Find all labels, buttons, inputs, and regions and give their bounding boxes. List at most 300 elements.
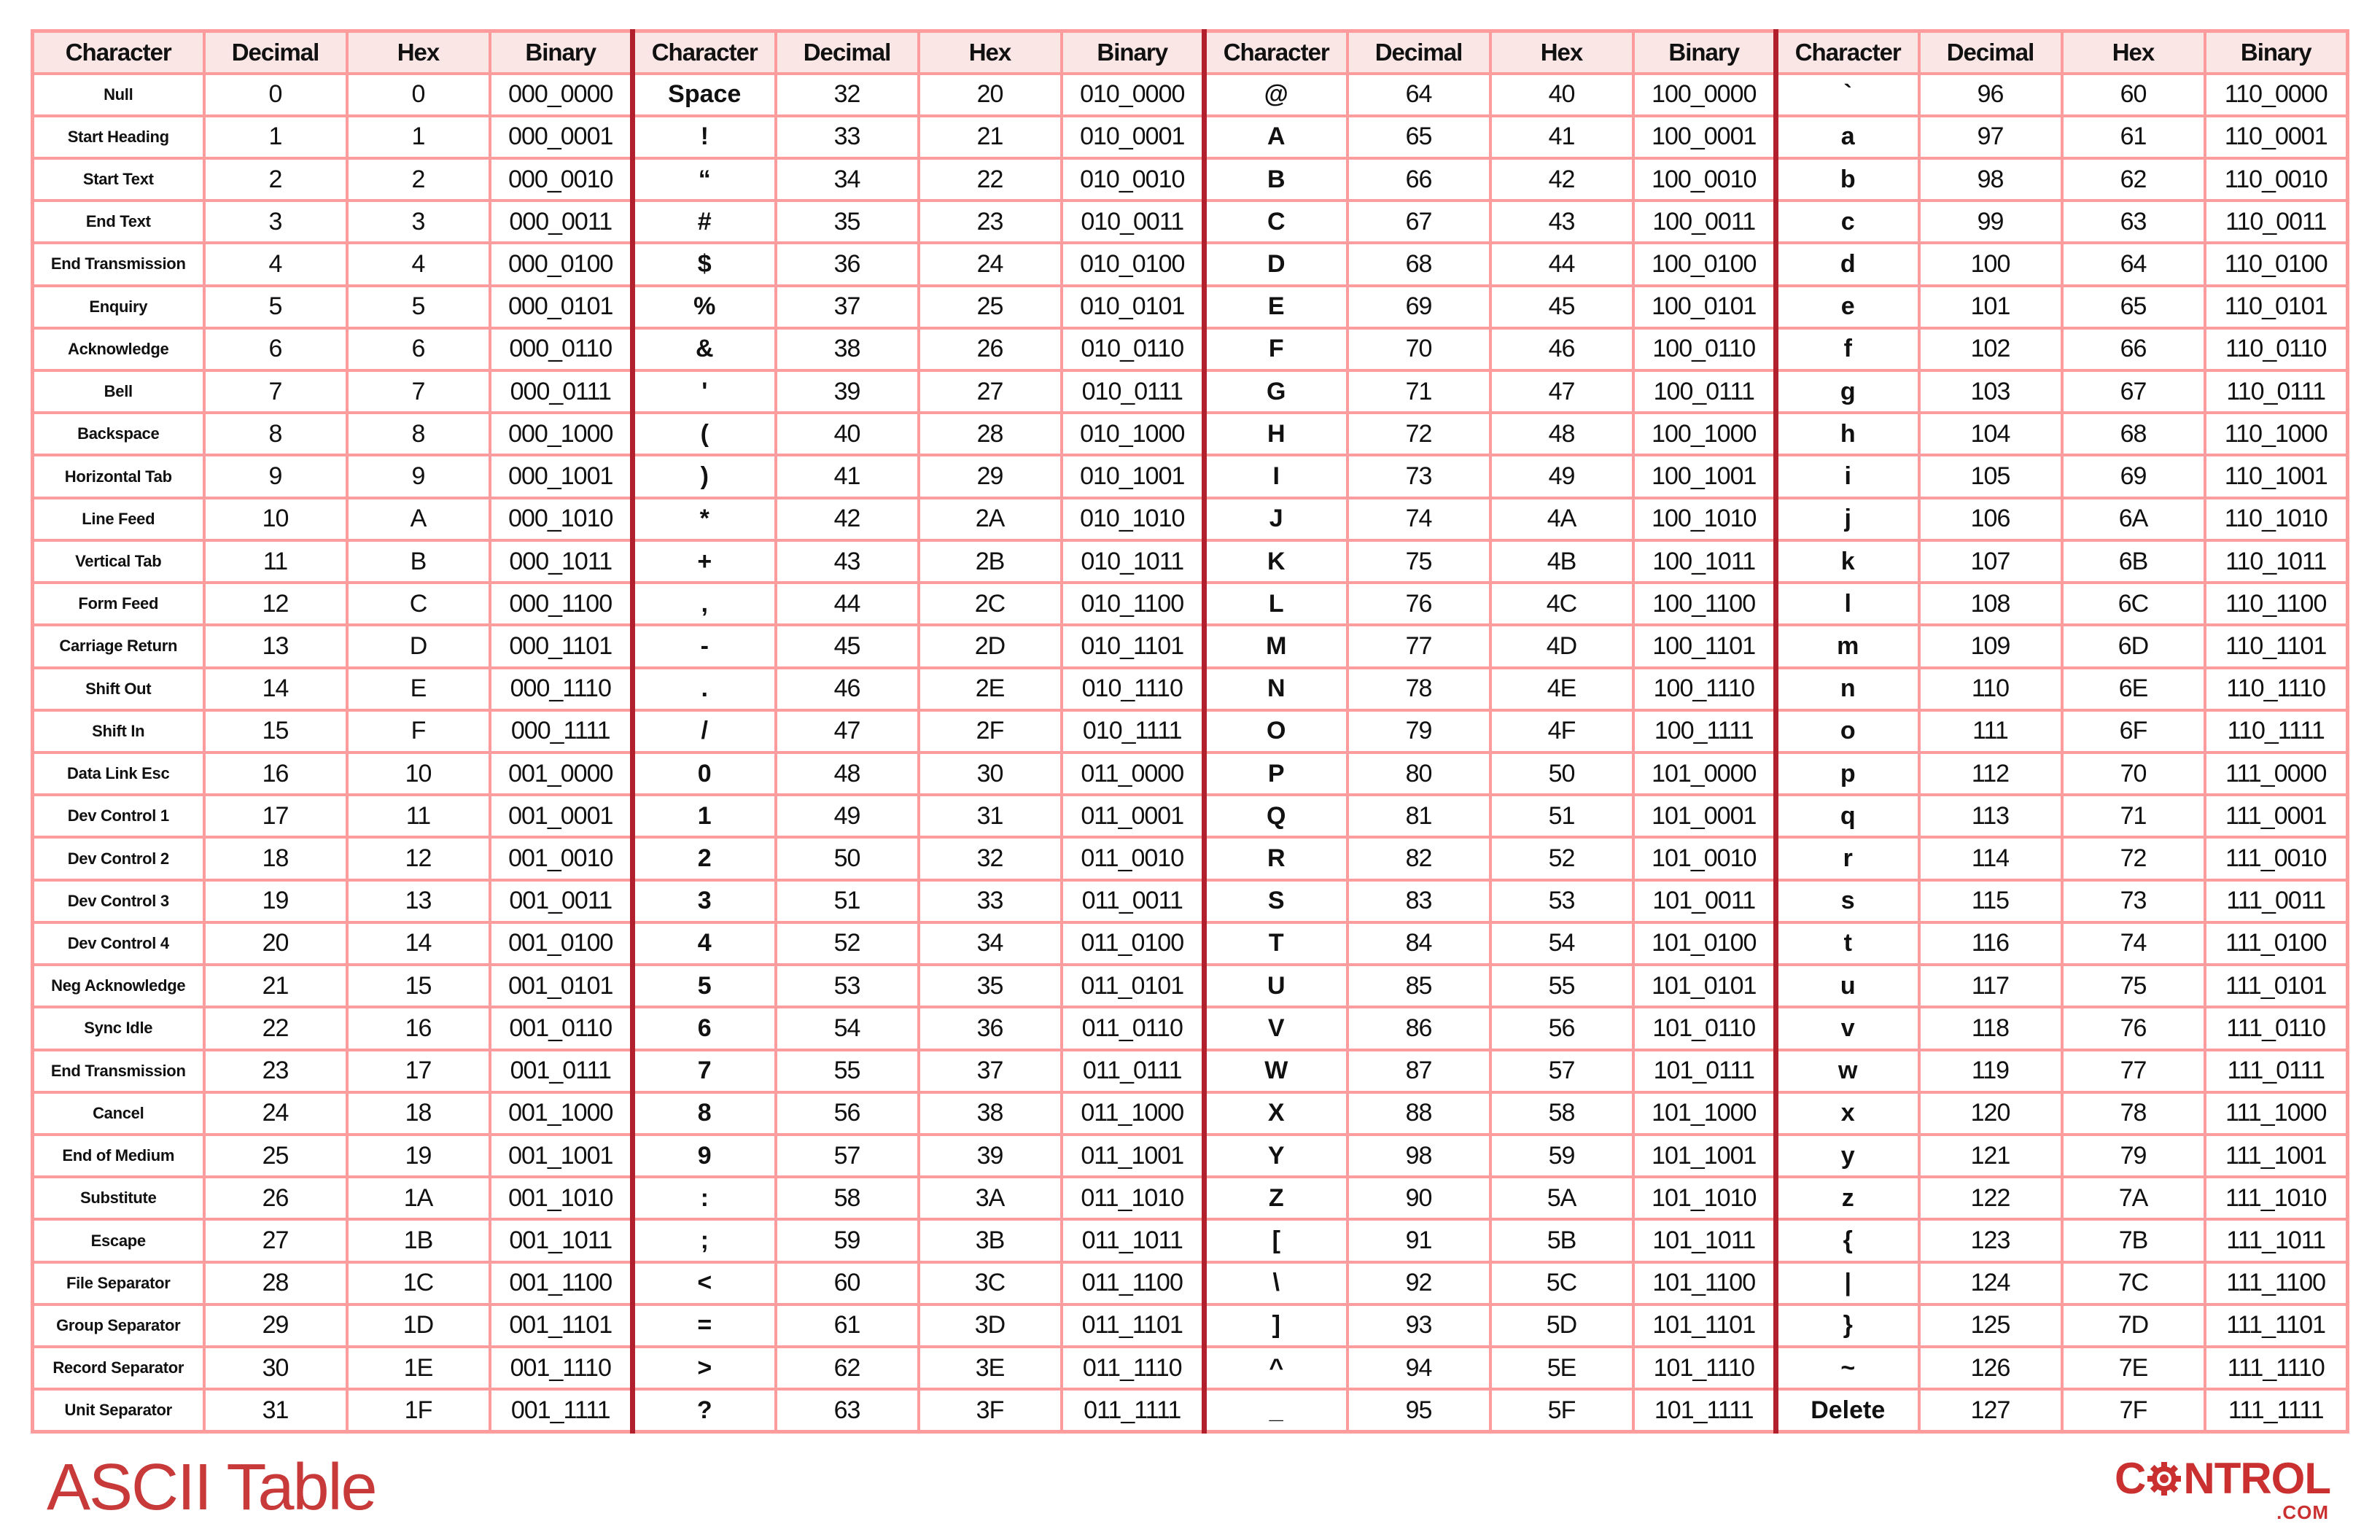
- table-row: [33, 1389, 2348, 1431]
- hex-cell: 7: [347, 370, 490, 413]
- table-row: [33, 1050, 2348, 1092]
- binary-cell: 111_0010: [2205, 837, 2348, 879]
- character-cell: S: [1205, 880, 1348, 922]
- decimal-cell: 58: [776, 1177, 919, 1219]
- character-cell: ,: [633, 583, 776, 625]
- control-char-name: Form Feed: [33, 583, 204, 625]
- character-cell: q: [1776, 795, 1919, 837]
- control-char-name: Enquiry: [33, 286, 204, 328]
- hex-cell: 18: [347, 1092, 490, 1135]
- decimal-cell: 51: [776, 880, 919, 922]
- character-cell: =: [633, 1304, 776, 1347]
- character-cell: A: [1205, 116, 1348, 158]
- table-row: [33, 1007, 2348, 1049]
- decimal-cell: 20: [204, 922, 347, 965]
- binary-cell: 110_1110: [2205, 668, 2348, 710]
- character-cell: 9: [633, 1135, 776, 1177]
- binary-cell: 100_0001: [1633, 116, 1776, 158]
- decimal-cell: 16: [204, 752, 347, 795]
- binary-cell: 100_1110: [1633, 668, 1776, 710]
- binary-cell: 110_0111: [2205, 370, 2348, 413]
- binary-cell: 110_0011: [2205, 201, 2348, 243]
- hex-cell: 31: [919, 795, 1062, 837]
- decimal-cell: 76: [1348, 583, 1490, 625]
- table-row: [33, 922, 2348, 965]
- decimal-cell: 97: [1919, 116, 2062, 158]
- character-cell: N: [1205, 668, 1348, 710]
- decimal-cell: 119: [1919, 1050, 2062, 1092]
- hex-cell: 35: [919, 965, 1062, 1007]
- hex-cell: 1D: [347, 1304, 490, 1347]
- table-row: [33, 328, 2348, 370]
- hex-cell: 29: [919, 455, 1062, 497]
- hex-cell: 51: [1490, 795, 1633, 837]
- control-char-name: Line Feed: [33, 498, 204, 540]
- character-cell: 4: [633, 922, 776, 965]
- decimal-cell: 111: [1919, 710, 2062, 752]
- decimal-cell: 17: [204, 795, 347, 837]
- character-cell: s: [1776, 880, 1919, 922]
- decimal-cell: 55: [776, 1050, 919, 1092]
- binary-cell: 011_0010: [1062, 837, 1205, 879]
- decimal-cell: 6: [204, 328, 347, 370]
- hex-cell: 3B: [919, 1219, 1062, 1261]
- hex-cell: 14: [347, 922, 490, 965]
- column-header-binary: Binary: [1062, 31, 1205, 74]
- decimal-cell: 3: [204, 201, 347, 243]
- binary-cell: 001_0111: [490, 1050, 633, 1092]
- character-cell: Q: [1205, 795, 1348, 837]
- character-cell: o: [1776, 710, 1919, 752]
- hex-cell: 15: [347, 965, 490, 1007]
- decimal-cell: 126: [1919, 1347, 2062, 1389]
- binary-cell: 001_1110: [490, 1347, 633, 1389]
- binary-cell: 100_0010: [1633, 158, 1776, 201]
- character-cell: 6: [633, 1007, 776, 1049]
- binary-cell: 001_1111: [490, 1389, 633, 1431]
- decimal-cell: 7: [204, 370, 347, 413]
- binary-cell: 010_1101: [1062, 625, 1205, 667]
- binary-cell: 011_1001: [1062, 1135, 1205, 1177]
- decimal-cell: 124: [1919, 1262, 2062, 1304]
- hex-cell: 49: [1490, 455, 1633, 497]
- binary-cell: 000_0000: [490, 74, 633, 116]
- hex-cell: 67: [2062, 370, 2205, 413]
- character-cell: k: [1776, 540, 1919, 583]
- gear-icon: [2146, 1461, 2182, 1497]
- binary-cell: 010_1111: [1062, 710, 1205, 752]
- decimal-cell: 39: [776, 370, 919, 413]
- binary-cell: 101_1011: [1633, 1219, 1776, 1261]
- hex-cell: 44: [1490, 243, 1633, 285]
- character-cell: h: [1776, 413, 1919, 455]
- binary-cell: 101_0100: [1633, 922, 1776, 965]
- character-cell: I: [1205, 455, 1348, 497]
- decimal-cell: 91: [1348, 1219, 1490, 1261]
- hex-cell: 24: [919, 243, 1062, 285]
- binary-cell: 000_1101: [490, 625, 633, 667]
- binary-cell: 110_1010: [2205, 498, 2348, 540]
- binary-cell: 011_1000: [1062, 1092, 1205, 1135]
- decimal-cell: 13: [204, 625, 347, 667]
- decimal-cell: 5: [204, 286, 347, 328]
- hex-cell: 1A: [347, 1177, 490, 1219]
- hex-cell: 16: [347, 1007, 490, 1049]
- binary-cell: 010_1100: [1062, 583, 1205, 625]
- hex-cell: 5C: [1490, 1262, 1633, 1304]
- binary-cell: 011_1111: [1062, 1389, 1205, 1431]
- character-cell: F: [1205, 328, 1348, 370]
- character-cell: |: [1776, 1262, 1919, 1304]
- binary-cell: 000_1111: [490, 710, 633, 752]
- character-cell: E: [1205, 286, 1348, 328]
- character-cell: H: [1205, 413, 1348, 455]
- binary-cell: 100_1111: [1633, 710, 1776, 752]
- character-cell: Y: [1205, 1135, 1348, 1177]
- table-row: [33, 795, 2348, 837]
- decimal-cell: 101: [1919, 286, 2062, 328]
- hex-cell: 7E: [2062, 1347, 2205, 1389]
- character-cell: L: [1205, 583, 1348, 625]
- binary-cell: 000_1010: [490, 498, 633, 540]
- hex-cell: 38: [919, 1092, 1062, 1135]
- binary-cell: 101_1010: [1633, 1177, 1776, 1219]
- decimal-cell: 102: [1919, 328, 2062, 370]
- control-char-name: Sync Idle: [33, 1007, 204, 1049]
- decimal-cell: 74: [1348, 498, 1490, 540]
- binary-cell: 111_1000: [2205, 1092, 2348, 1135]
- binary-cell: 010_0110: [1062, 328, 1205, 370]
- binary-cell: 011_0011: [1062, 880, 1205, 922]
- decimal-cell: 15: [204, 710, 347, 752]
- logo-letters-ntrol: NTROL: [2183, 1454, 2330, 1503]
- column-header-binary: Binary: [490, 31, 633, 74]
- decimal-cell: 116: [1919, 922, 2062, 965]
- decimal-cell: 82: [1348, 837, 1490, 879]
- character-cell: K: [1205, 540, 1348, 583]
- binary-cell: 111_0101: [2205, 965, 2348, 1007]
- decimal-cell: 64: [1348, 74, 1490, 116]
- hex-cell: 59: [1490, 1135, 1633, 1177]
- hex-cell: C: [347, 583, 490, 625]
- decimal-cell: 47: [776, 710, 919, 752]
- hex-cell: 6: [347, 328, 490, 370]
- decimal-cell: 62: [776, 1347, 919, 1389]
- character-cell: ): [633, 455, 776, 497]
- hex-cell: 40: [1490, 74, 1633, 116]
- character-cell: -: [633, 625, 776, 667]
- character-cell: g: [1776, 370, 1919, 413]
- hex-cell: 2B: [919, 540, 1062, 583]
- binary-cell: 110_0101: [2205, 286, 2348, 328]
- hex-cell: 17: [347, 1050, 490, 1092]
- character-cell: f: [1776, 328, 1919, 370]
- hex-cell: 56: [1490, 1007, 1633, 1049]
- hex-cell: 1E: [347, 1347, 490, 1389]
- character-cell: j: [1776, 498, 1919, 540]
- character-cell: v: [1776, 1007, 1919, 1049]
- control-char-name: Dev Control 4: [33, 922, 204, 965]
- binary-cell: 110_1001: [2205, 455, 2348, 497]
- binary-cell: 000_0111: [490, 370, 633, 413]
- character-cell: r: [1776, 837, 1919, 879]
- decimal-cell: 22: [204, 1007, 347, 1049]
- hex-cell: 6C: [2062, 583, 2205, 625]
- hex-cell: 27: [919, 370, 1062, 413]
- decimal-cell: 65: [1348, 116, 1490, 158]
- control-char-name: Substitute: [33, 1177, 204, 1219]
- column-header-binary: Binary: [2205, 31, 2348, 74]
- hex-cell: 34: [919, 922, 1062, 965]
- binary-cell: 011_0100: [1062, 922, 1205, 965]
- hex-cell: 25: [919, 286, 1062, 328]
- binary-cell: 100_0011: [1633, 201, 1776, 243]
- binary-cell: 101_1000: [1633, 1092, 1776, 1135]
- table-row: [33, 158, 2348, 201]
- character-cell: e: [1776, 286, 1919, 328]
- hex-cell: 2: [347, 158, 490, 201]
- hex-cell: 4A: [1490, 498, 1633, 540]
- binary-cell: 011_1010: [1062, 1177, 1205, 1219]
- binary-cell: 000_0010: [490, 158, 633, 201]
- hex-cell: 23: [919, 201, 1062, 243]
- hex-cell: 75: [2062, 965, 2205, 1007]
- binary-cell: 000_0110: [490, 328, 633, 370]
- control-char-name: Start Heading: [33, 116, 204, 158]
- binary-cell: 111_1010: [2205, 1177, 2348, 1219]
- character-cell: #: [633, 201, 776, 243]
- decimal-cell: 0: [204, 74, 347, 116]
- hex-cell: 4F: [1490, 710, 1633, 752]
- control-char-name: Record Separator: [33, 1347, 204, 1389]
- character-cell: W: [1205, 1050, 1348, 1092]
- table-row: [33, 413, 2348, 455]
- decimal-cell: 49: [776, 795, 919, 837]
- binary-cell: 000_1000: [490, 413, 633, 455]
- binary-cell: 000_0001: [490, 116, 633, 158]
- decimal-cell: 4: [204, 243, 347, 285]
- hex-cell: 61: [2062, 116, 2205, 158]
- decimal-cell: 100: [1919, 243, 2062, 285]
- binary-cell: 001_1100: [490, 1262, 633, 1304]
- binary-cell: 010_0111: [1062, 370, 1205, 413]
- decimal-cell: 127: [1919, 1389, 2062, 1431]
- decimal-cell: 86: [1348, 1007, 1490, 1049]
- character-cell: <: [633, 1262, 776, 1304]
- decimal-cell: 84: [1348, 922, 1490, 965]
- decimal-cell: 118: [1919, 1007, 2062, 1049]
- hex-cell: 6A: [2062, 498, 2205, 540]
- decimal-cell: 117: [1919, 965, 2062, 1007]
- decimal-cell: 12: [204, 583, 347, 625]
- decimal-cell: 104: [1919, 413, 2062, 455]
- binary-cell: 100_1001: [1633, 455, 1776, 497]
- binary-cell: 010_0101: [1062, 286, 1205, 328]
- control-char-name: Dev Control 1: [33, 795, 204, 837]
- decimal-cell: 98: [1919, 158, 2062, 201]
- binary-cell: 100_0100: [1633, 243, 1776, 285]
- control-char-name: Unit Separator: [33, 1389, 204, 1431]
- column-header-character: Character: [1776, 31, 1919, 74]
- hex-cell: 64: [2062, 243, 2205, 285]
- decimal-cell: 48: [776, 752, 919, 795]
- hex-cell: 6E: [2062, 668, 2205, 710]
- table-row: [33, 625, 2348, 667]
- decimal-cell: 43: [776, 540, 919, 583]
- column-header-hex: Hex: [2062, 31, 2205, 74]
- hex-cell: 7A: [2062, 1177, 2205, 1219]
- decimal-cell: 24: [204, 1092, 347, 1135]
- character-cell: 0: [633, 752, 776, 795]
- hex-cell: 6B: [2062, 540, 2205, 583]
- control-char-name: Backspace: [33, 413, 204, 455]
- header-row: [33, 31, 2348, 74]
- binary-cell: 011_0111: [1062, 1050, 1205, 1092]
- hex-cell: 4D: [1490, 625, 1633, 667]
- hex-cell: 66: [2062, 328, 2205, 370]
- hex-cell: 2C: [919, 583, 1062, 625]
- binary-cell: 101_0101: [1633, 965, 1776, 1007]
- hex-cell: 22: [919, 158, 1062, 201]
- decimal-cell: 95: [1348, 1389, 1490, 1431]
- hex-cell: 2F: [919, 710, 1062, 752]
- binary-cell: 001_0001: [490, 795, 633, 837]
- binary-cell: 011_1101: [1062, 1304, 1205, 1347]
- control-char-name: Carriage Return: [33, 625, 204, 667]
- binary-cell: 111_1101: [2205, 1304, 2348, 1347]
- decimal-cell: 87: [1348, 1050, 1490, 1092]
- hex-cell: 3C: [919, 1262, 1062, 1304]
- character-cell: “: [633, 158, 776, 201]
- binary-cell: 111_0100: [2205, 922, 2348, 965]
- character-cell: +: [633, 540, 776, 583]
- binary-cell: 011_1110: [1062, 1347, 1205, 1389]
- binary-cell: 011_1100: [1062, 1262, 1205, 1304]
- binary-cell: 001_1010: [490, 1177, 633, 1219]
- character-cell: ?: [633, 1389, 776, 1431]
- decimal-cell: 90: [1348, 1177, 1490, 1219]
- hex-cell: 70: [2062, 752, 2205, 795]
- binary-cell: 001_1011: [490, 1219, 633, 1261]
- hex-cell: 7F: [2062, 1389, 2205, 1431]
- decimal-cell: 11: [204, 540, 347, 583]
- decimal-cell: 81: [1348, 795, 1490, 837]
- control-char-name: Neg Acknowledge: [33, 965, 204, 1007]
- decimal-cell: 114: [1919, 837, 2062, 879]
- hex-cell: 3: [347, 201, 490, 243]
- decimal-cell: 93: [1348, 1304, 1490, 1347]
- control-char-name: Shift In: [33, 710, 204, 752]
- binary-cell: 011_0001: [1062, 795, 1205, 837]
- character-cell: T: [1205, 922, 1348, 965]
- binary-cell: 100_0110: [1633, 328, 1776, 370]
- ascii-table: [31, 29, 2349, 1434]
- column-header-decimal: Decimal: [776, 31, 919, 74]
- binary-cell: 001_1001: [490, 1135, 633, 1177]
- decimal-cell: 75: [1348, 540, 1490, 583]
- decimal-cell: 113: [1919, 795, 2062, 837]
- hex-cell: E: [347, 668, 490, 710]
- character-cell: ': [633, 370, 776, 413]
- table-row: [33, 1304, 2348, 1347]
- binary-cell: 111_1100: [2205, 1262, 2348, 1304]
- binary-cell: 111_0111: [2205, 1050, 2348, 1092]
- table-row: [33, 74, 2348, 116]
- binary-cell: 101_0011: [1633, 880, 1776, 922]
- control-com-logo: [2112, 1454, 2330, 1523]
- hex-cell: 55: [1490, 965, 1633, 1007]
- character-cell: c: [1776, 201, 1919, 243]
- character-cell: Space: [633, 74, 776, 116]
- decimal-cell: 46: [776, 668, 919, 710]
- hex-cell: A: [347, 498, 490, 540]
- hex-cell: 79: [2062, 1135, 2205, 1177]
- binary-cell: 000_1011: [490, 540, 633, 583]
- character-cell: G: [1205, 370, 1348, 413]
- hex-cell: 62: [2062, 158, 2205, 201]
- decimal-cell: 72: [1348, 413, 1490, 455]
- hex-cell: 5B: [1490, 1219, 1633, 1261]
- character-cell: ^: [1205, 1347, 1348, 1389]
- character-cell: z: [1776, 1177, 1919, 1219]
- binary-cell: 110_1111: [2205, 710, 2348, 752]
- decimal-cell: 31: [204, 1389, 347, 1431]
- column-header-hex: Hex: [919, 31, 1062, 74]
- binary-cell: 010_0010: [1062, 158, 1205, 201]
- hex-cell: 4C: [1490, 583, 1633, 625]
- column-header-character: Character: [633, 31, 776, 74]
- hex-cell: 46: [1490, 328, 1633, 370]
- binary-cell: 001_0000: [490, 752, 633, 795]
- logo-letter-c: C: [2115, 1454, 2146, 1503]
- binary-cell: 100_1101: [1633, 625, 1776, 667]
- binary-cell: 101_0000: [1633, 752, 1776, 795]
- decimal-cell: 14: [204, 668, 347, 710]
- table-row: [33, 710, 2348, 752]
- binary-cell: 110_0001: [2205, 116, 2348, 158]
- binary-cell: 010_0001: [1062, 116, 1205, 158]
- binary-cell: 101_1100: [1633, 1262, 1776, 1304]
- decimal-cell: 9: [204, 455, 347, 497]
- table-row: [33, 880, 2348, 922]
- binary-cell: 101_0110: [1633, 1007, 1776, 1049]
- decimal-cell: 121: [1919, 1135, 2062, 1177]
- column-header-decimal: Decimal: [1919, 31, 2062, 74]
- hex-cell: 7C: [2062, 1262, 2205, 1304]
- binary-cell: 000_0101: [490, 286, 633, 328]
- character-cell: \: [1205, 1262, 1348, 1304]
- table-row: [33, 540, 2348, 583]
- table-row: [33, 668, 2348, 710]
- character-cell: 7: [633, 1050, 776, 1092]
- character-cell: ;: [633, 1219, 776, 1261]
- hex-cell: 45: [1490, 286, 1633, 328]
- binary-cell: 000_0100: [490, 243, 633, 285]
- character-cell: C: [1205, 201, 1348, 243]
- hex-cell: 12: [347, 837, 490, 879]
- hex-cell: 5F: [1490, 1389, 1633, 1431]
- hex-cell: 52: [1490, 837, 1633, 879]
- character-cell: Z: [1205, 1177, 1348, 1219]
- decimal-cell: 34: [776, 158, 919, 201]
- decimal-cell: 103: [1919, 370, 2062, 413]
- binary-cell: 111_1111: [2205, 1389, 2348, 1431]
- control-char-name: Shift Out: [33, 668, 204, 710]
- character-cell: d: [1776, 243, 1919, 285]
- column-header-hex: Hex: [1490, 31, 1633, 74]
- hex-cell: 19: [347, 1135, 490, 1177]
- decimal-cell: 94: [1348, 1347, 1490, 1389]
